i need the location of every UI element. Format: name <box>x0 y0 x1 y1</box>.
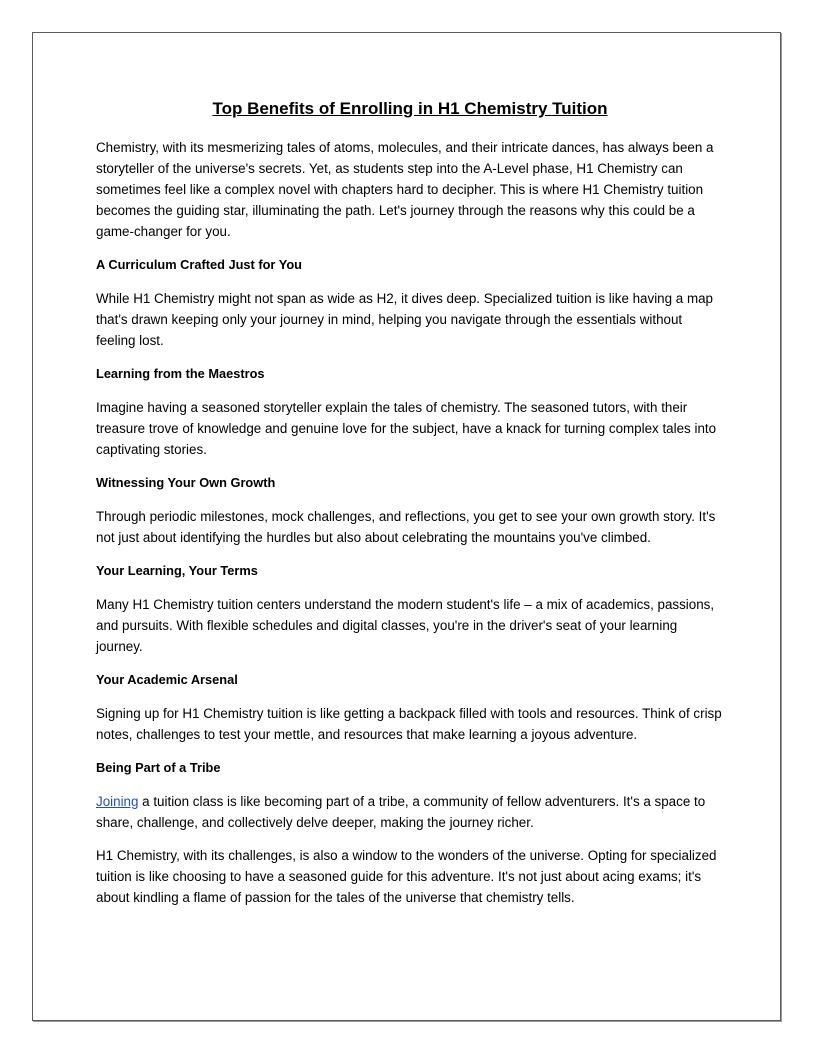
section-body-maestros: Imagine having a seasoned storyteller explain the tales of chemistry. The seasoned tutors, with their treasure trove of knowledge and genuine love for the subject, have a knack for turning complex tales into captivating stories. <box>96 400 717 457</box>
section-heading-arsenal: Your Academic Arsenal <box>96 672 238 687</box>
section-heading-growth: Witnessing Your Own Growth <box>96 475 276 490</box>
section-body-curriculum: While H1 Chemistry might not span as wide as H2, it dives deep. Specialized tuition is like having a map that's drawn keeping only your journey in mind, helping you navigate through the essentials without feeling lost. <box>96 291 714 348</box>
section-heading-tribe: Being Part of a Tribe <box>96 760 221 775</box>
document-body <box>96 98 724 920</box>
section-body-tribe <box>96 791 724 833</box>
section-heading-maestros: Learning from the Maestros <box>96 366 265 381</box>
document-title: Top Benefits of Enrolling in H1 Chemistry Tuition <box>212 99 608 118</box>
section-heading-curriculum: A Curriculum Crafted Just for You <box>96 257 302 272</box>
section-body-arsenal: Signing up for H1 Chemistry tuition is like getting a backpack filled with tools and resources. Think of crisp notes, challenges to test your mettle, and resources that make learning a joyous adventure. <box>96 706 722 742</box>
section-body-growth: Through periodic milestones, mock challenges, and reflections, you get to see your own growth story. It's not just about identifying the hurdles but also about celebrating the mountains you've climbed. <box>96 509 716 545</box>
section-heading-terms: Your Learning, Your Terms <box>96 563 258 578</box>
intro-paragraph: Chemistry, with its mesmerizing tales of atoms, molecules, and their intricate dances, has always been a storyteller of the universe's secrets. Yet, as students step into the A-Level phase, H1 Chemistry can sometimes feel like a complex novel with chapters hard to decipher. This is where H1 Chemistry tuition becomes the guiding star, illuminating the path. Let's journey through the reasons why this could be a game-changer for you. <box>96 140 714 239</box>
section-body-tribe-text: a tuition class is like becoming part of a tribe, a community of fellow adventurers. It's a space to share, challenge, and collectively delve deeper, making the journey richer. <box>96 794 706 830</box>
conclusion-paragraph: H1 Chemistry, with its challenges, is also a window to the wonders of the universe. Opting for specialized tuition is like choosing to have a seasoned guide for this adventure. It's not just about acing exams; it's about kindling a flame of passion for the tales of the universe that chemistry tells. <box>96 848 717 905</box>
section-body-terms: Many H1 Chemistry tuition centers understand the modern student's life – a mix of academics, passions, and pursuits. With flexible schedules and digital classes, you're in the driver's seat of your learning journey. <box>96 597 715 654</box>
joining-link[interactable]: Joining <box>96 794 139 809</box>
